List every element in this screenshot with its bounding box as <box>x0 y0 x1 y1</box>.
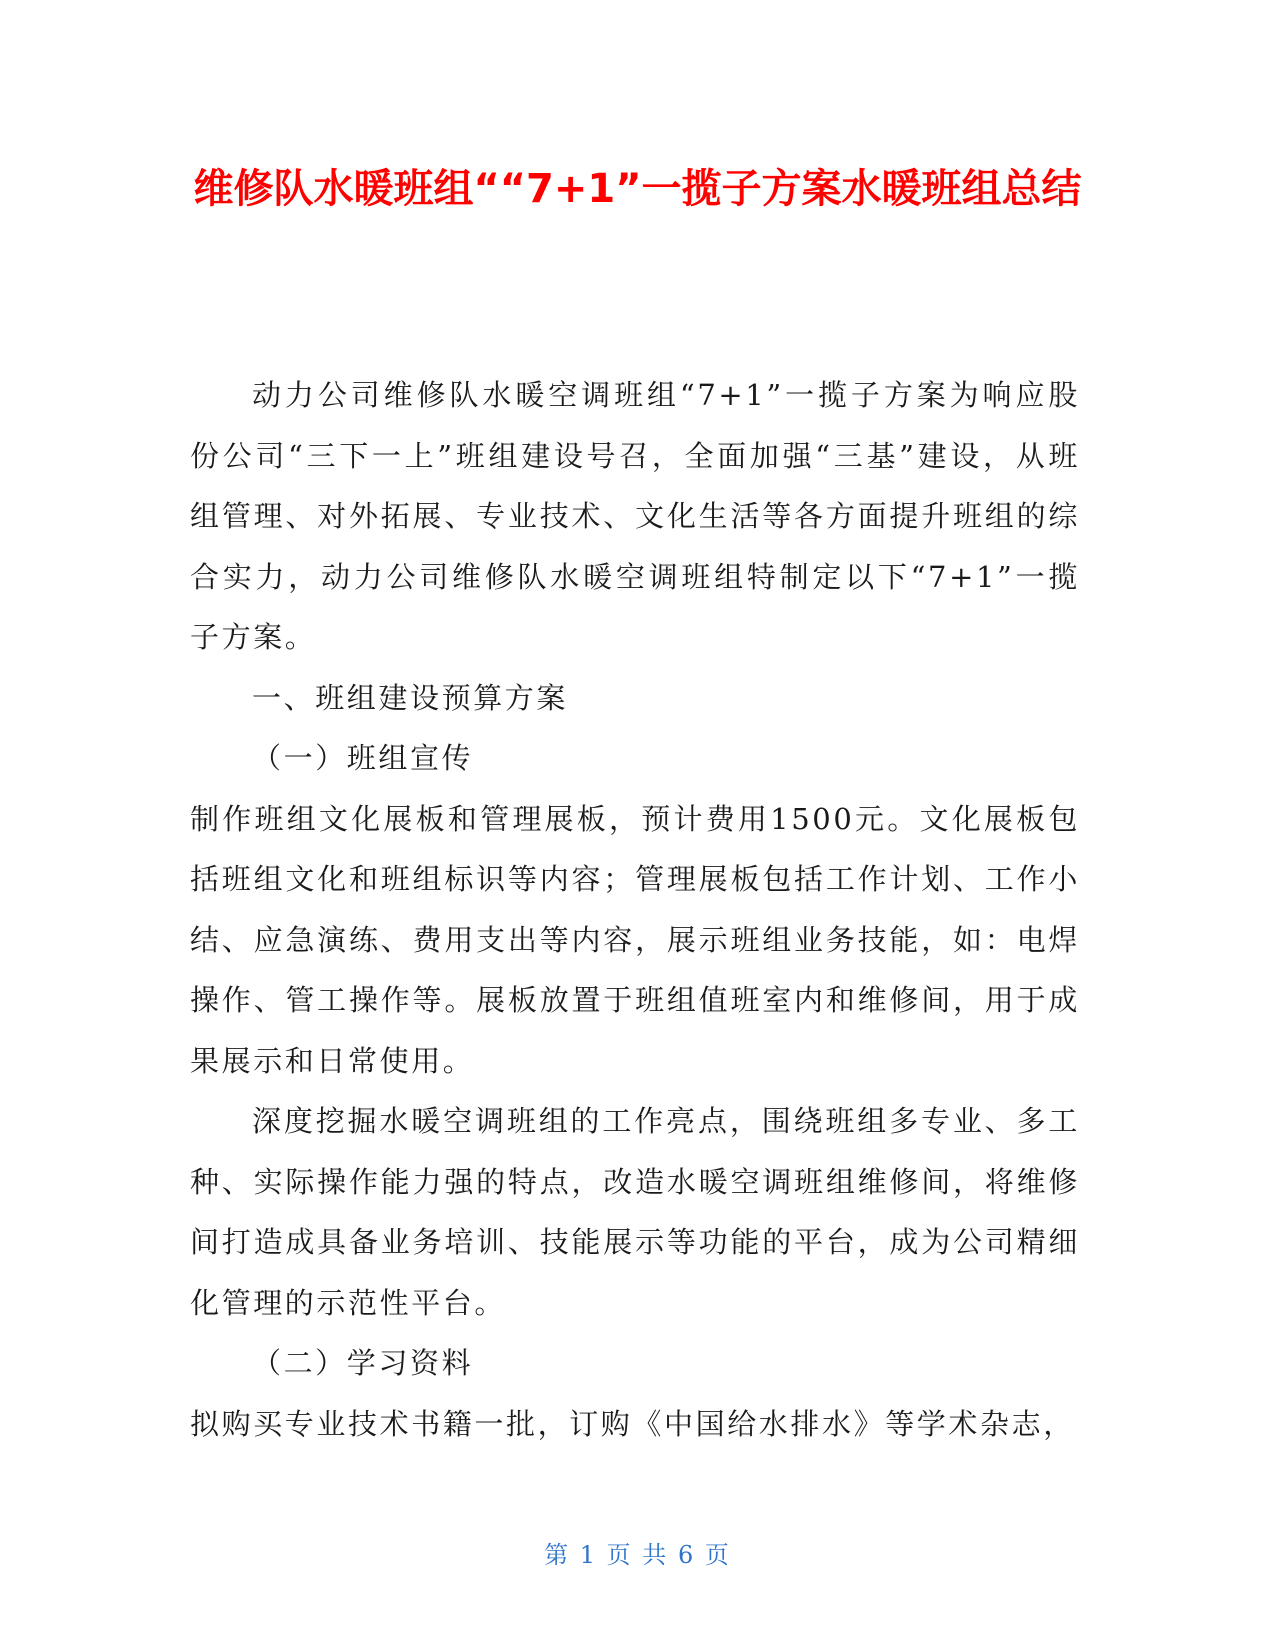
document-title: 维修队水暖班组““7+1”一揽子方案水暖班组总结 <box>193 166 1082 212</box>
paragraph-study-materials: 拟购买专业技术书籍一批，订购《中国给水排水》等学术杂志， <box>190 1406 1075 1441</box>
paragraph-workshop: 深度挖掘水暖空调班组的工作亮点，围绕班组多专业、多工种、实际操作能力强的特点，改造水暖空调班组维修间，将维修间打造成具备业务培训、技能展示等功能的平台，成为公司精细化管理的示范性平台。 <box>190 1104 1080 1320</box>
intro-paragraph: 动力公司维修队水暖空调班组“7+1”一揽子方案为响应股份公司“三下一上”班组建设号召，全面加强“三基”建设，从班组管理、对外拓展、专业技术、文化生活等各方面提升班组的综合实力，动力公司维修队水暖空调班组特制定以下“7+1”一揽子方案。 <box>190 378 1080 654</box>
subsection-heading-1: （一）班组宣传 <box>252 741 474 775</box>
subsection-heading-2: （二）学习资料 <box>252 1346 474 1380</box>
paragraph-display-boards: 制作班组文化展板和管理展板，预计费用1500元。文化展板包括班组文化和班组标识等内容；管理展板包括工作计划、工作小结、应急演练、费用支出等内容，展示班组业务技能，如：电焊操作、管工操作等。展板放置于班组值班室内和维修间，用于成果展示和日常使用。 <box>190 801 1080 1078</box>
page-footer: 第 1 页 共 6 页 <box>544 1541 731 1569</box>
section-heading-1: 一、班组建设预算方案 <box>252 680 569 715</box>
document-body <box>190 365 1080 1454</box>
